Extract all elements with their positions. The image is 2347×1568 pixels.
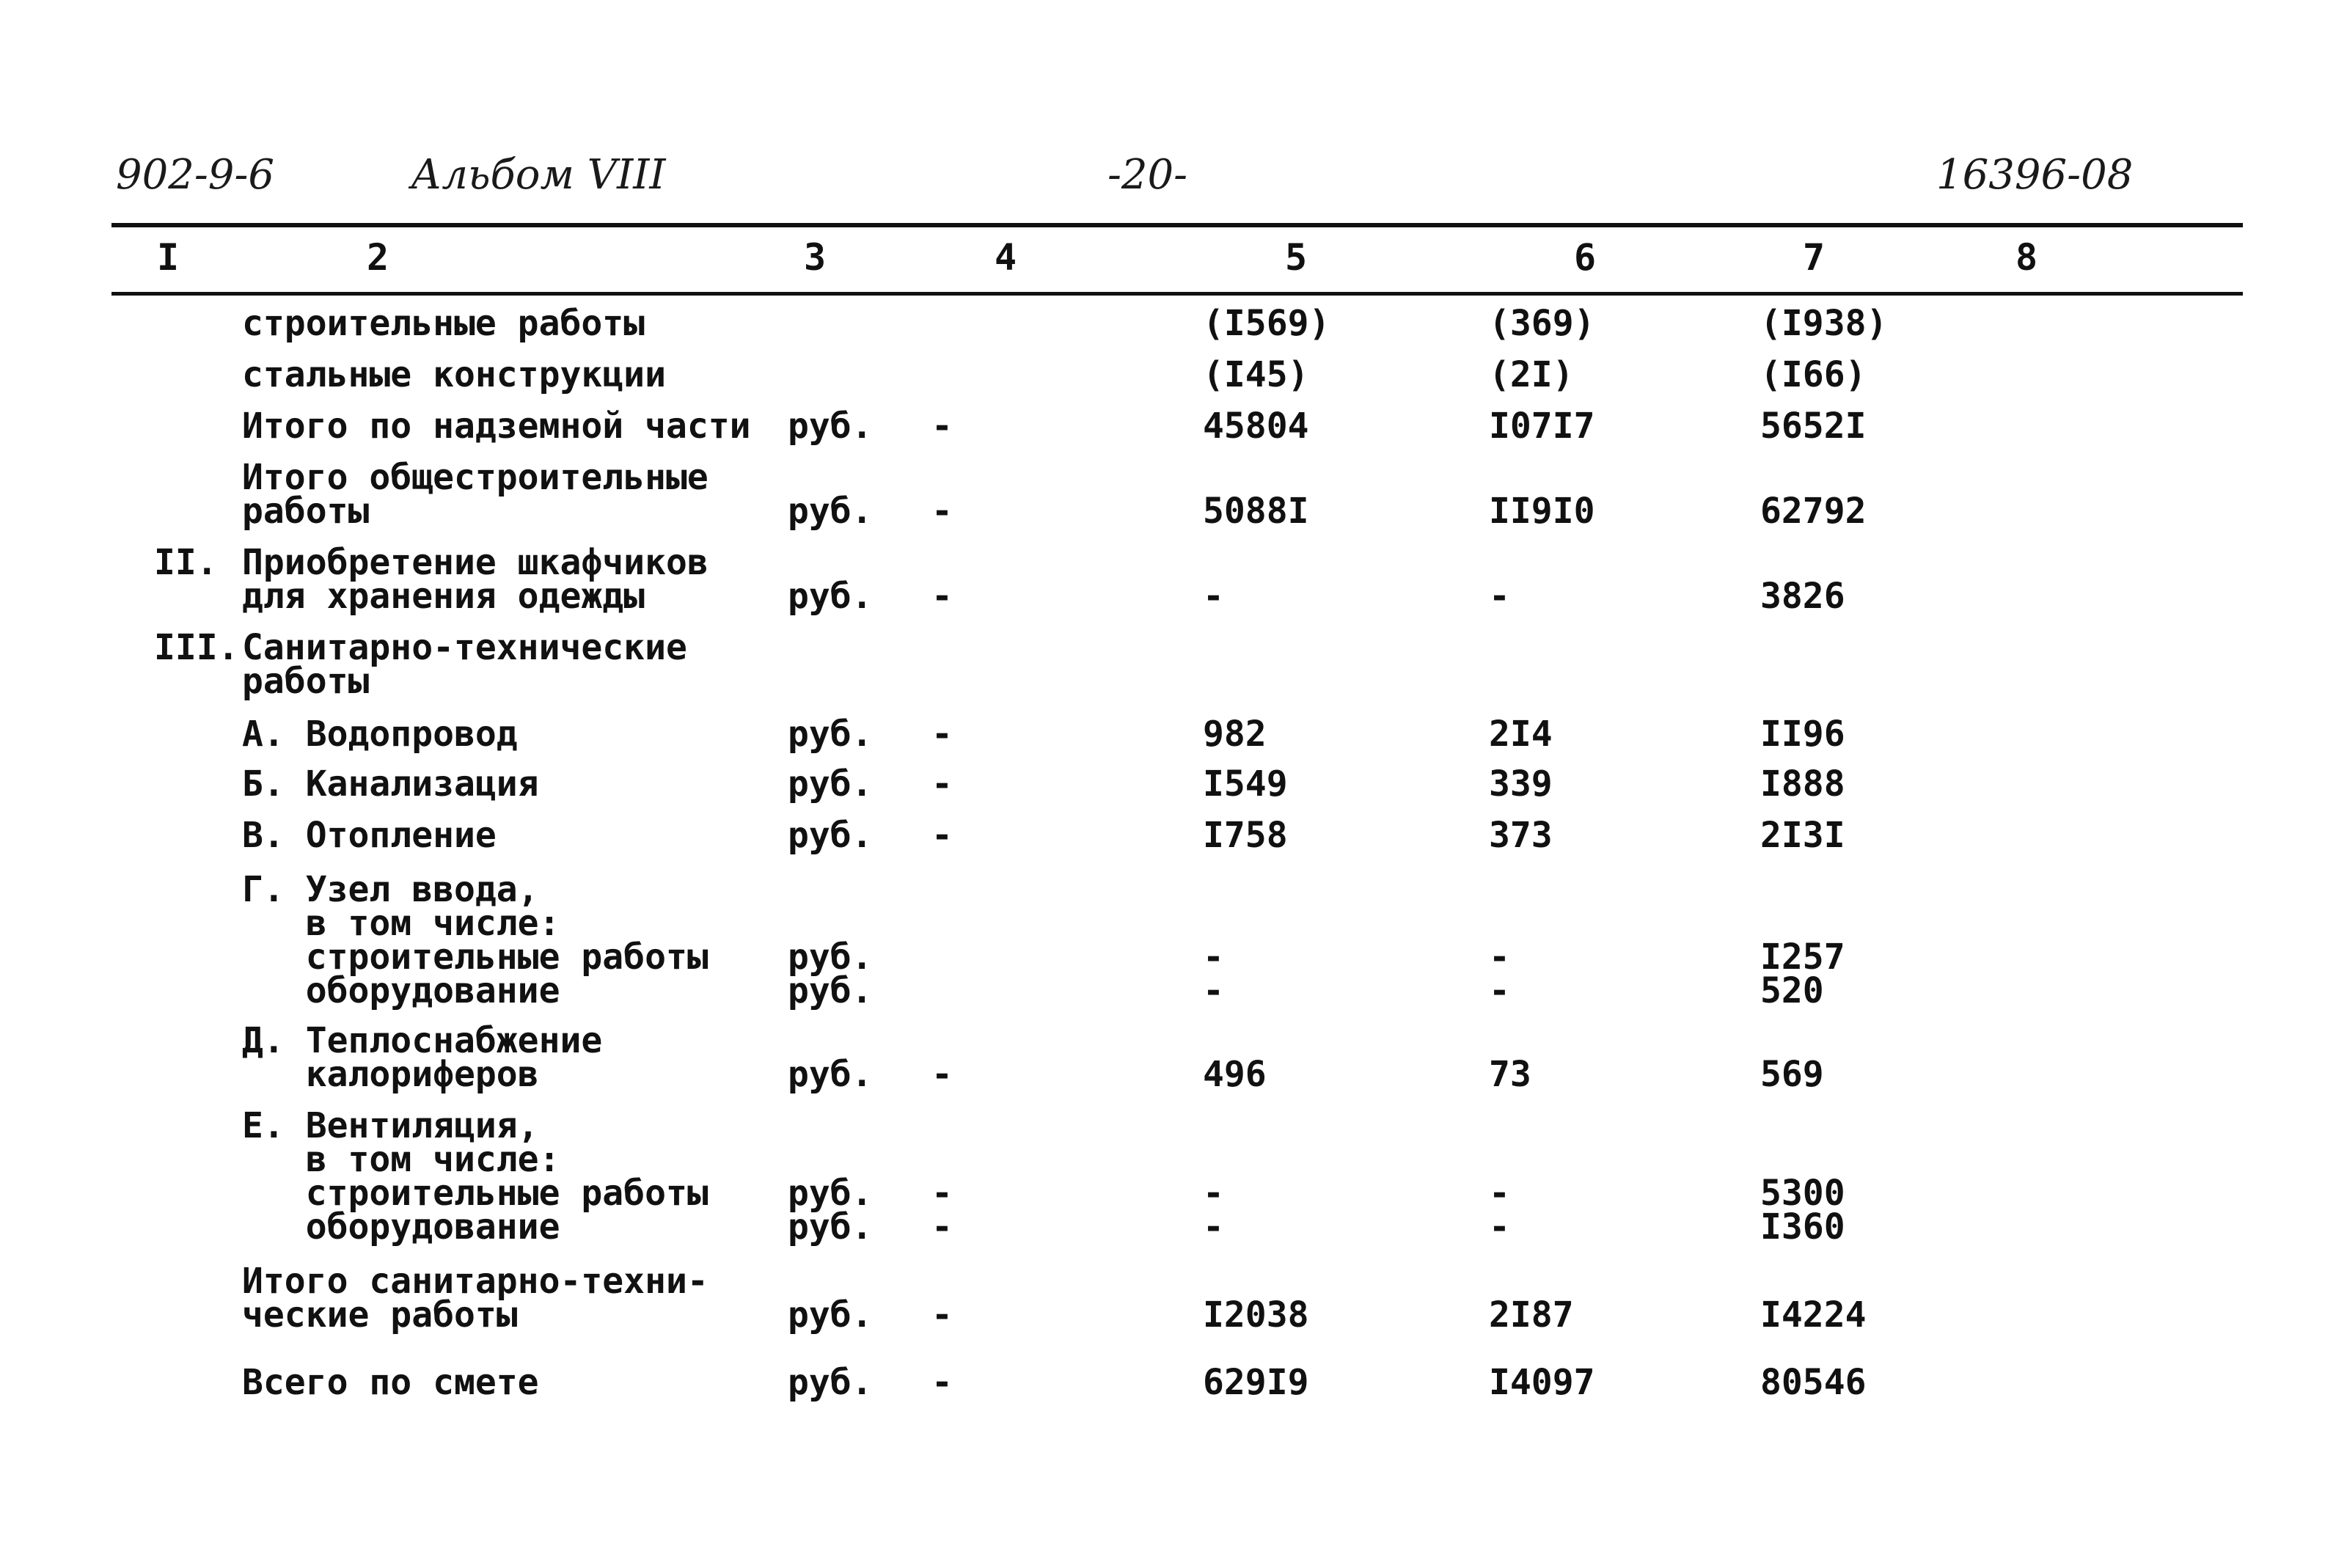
row-col7: 5300 I360 [1760,1173,1845,1248]
row-col4: - [931,1294,953,1336]
column-header-3: 3 [804,236,827,279]
row-col5: - [1203,576,1224,617]
row-col7: 5652I [1760,406,1867,447]
row-description: Приобретение шкафчиков для хранения одежды [242,542,709,617]
row-col6: 73 [1489,1054,1531,1095]
row-col7: 3826 [1760,576,1845,617]
row-unit: руб. [788,491,873,532]
row-col5: I2038 [1203,1294,1309,1336]
row-col5: - - [1203,1173,1224,1248]
row-col5: 496 [1203,1054,1267,1095]
row-number: III. [154,627,239,668]
row-description: Б. Канализация [242,763,539,805]
row-unit: руб. руб. [788,937,873,1011]
row-col6: (369) [1489,303,1595,344]
row-unit: руб. [788,406,873,447]
row-col6: - [1489,576,1510,617]
row-description: Итого общестроительные работы [242,457,709,532]
row-description: Д. Теплоснабжение калориферов [242,1020,603,1095]
row-unit: руб. [788,1294,873,1336]
row-col6: II9I0 [1489,491,1595,532]
row-col5: (I569) [1203,303,1330,344]
row-description: В. Отопление [242,815,497,856]
row-unit: руб. [788,763,873,805]
row-col6: 339 [1489,763,1553,805]
row-description: строительные работы [242,303,645,344]
row-col4: - [931,491,953,532]
row-col7: 569 [1760,1054,1824,1095]
row-col4: - [931,1054,953,1095]
row-col7: (I938) [1760,303,1888,344]
row-col6: (2I) [1489,354,1574,395]
row-description: Всего по смете [242,1362,539,1403]
row-col6: - - [1489,937,1510,1011]
row-unit: руб. [788,714,873,755]
row-col5: (I45) [1203,354,1309,395]
row-col5: - - [1203,937,1224,1011]
column-header-8: 8 [2015,236,2038,279]
row-col5: 45804 [1203,406,1309,447]
column-header-1: I [157,236,180,279]
row-col6: 373 [1489,815,1553,856]
header-separator-rule [111,292,2243,296]
row-description: Итого санитарно-техни- ческие работы [242,1261,709,1336]
row-unit: руб. руб. [788,1173,873,1248]
row-col4: - [931,406,953,447]
column-header-2: 2 [367,236,389,279]
row-col7: 2I3I [1760,815,1845,856]
column-header-6: 6 [1574,236,1597,279]
row-col5: 629I9 [1203,1362,1309,1403]
page-number: -20- [1107,151,1188,199]
row-unit: руб. [788,1054,873,1095]
album-label: Альбом VIII [411,151,666,199]
row-unit: руб. [788,576,873,617]
row-unit: руб. [788,815,873,856]
row-col4: - [931,1362,953,1403]
row-col6: - - [1489,1173,1510,1248]
row-col4: - [931,763,953,805]
row-col4: - [931,576,953,617]
row-col7: 62792 [1760,491,1867,532]
row-description: А. Водопровод [242,714,518,755]
document-code: 902-9-6 [116,151,274,199]
row-col5: I758 [1203,815,1288,856]
row-col7: I257 520 [1760,937,1845,1011]
row-col7: II96 [1760,714,1845,755]
row-col7: (I66) [1760,354,1867,395]
row-col6: 2I87 [1489,1294,1574,1336]
row-col4: - [931,714,953,755]
row-col6: I4097 [1489,1362,1595,1403]
row-col7: I4224 [1760,1294,1867,1336]
row-description: стальные конструкции [242,354,666,395]
row-col6: I07I7 [1489,406,1595,447]
row-unit: руб. [788,1362,873,1403]
table-top-rule [111,223,2243,227]
row-col4: - [931,815,953,856]
doc-number: 16396-08 [1936,151,2134,199]
row-description: Санитарно-технические работы [242,627,687,702]
row-description: Итого по надземной части [242,406,751,447]
row-col7: 80546 [1760,1362,1867,1403]
column-header-7: 7 [1803,236,1826,279]
column-header-4: 4 [995,236,1017,279]
row-col5: 5088I [1203,491,1309,532]
row-col4: - - [931,1173,953,1248]
row-number: II. [154,542,218,583]
row-col5: I549 [1203,763,1288,805]
column-header-5: 5 [1285,236,1308,279]
row-description: Г. Узел ввода, в том числе: строительные работы оборудование [242,869,709,1011]
row-col5: 982 [1203,714,1267,755]
row-col7: I888 [1760,763,1845,805]
row-col6: 2I4 [1489,714,1553,755]
row-description: Е. Вентиляция, в том числе: строительные работы оборудование [242,1105,709,1248]
